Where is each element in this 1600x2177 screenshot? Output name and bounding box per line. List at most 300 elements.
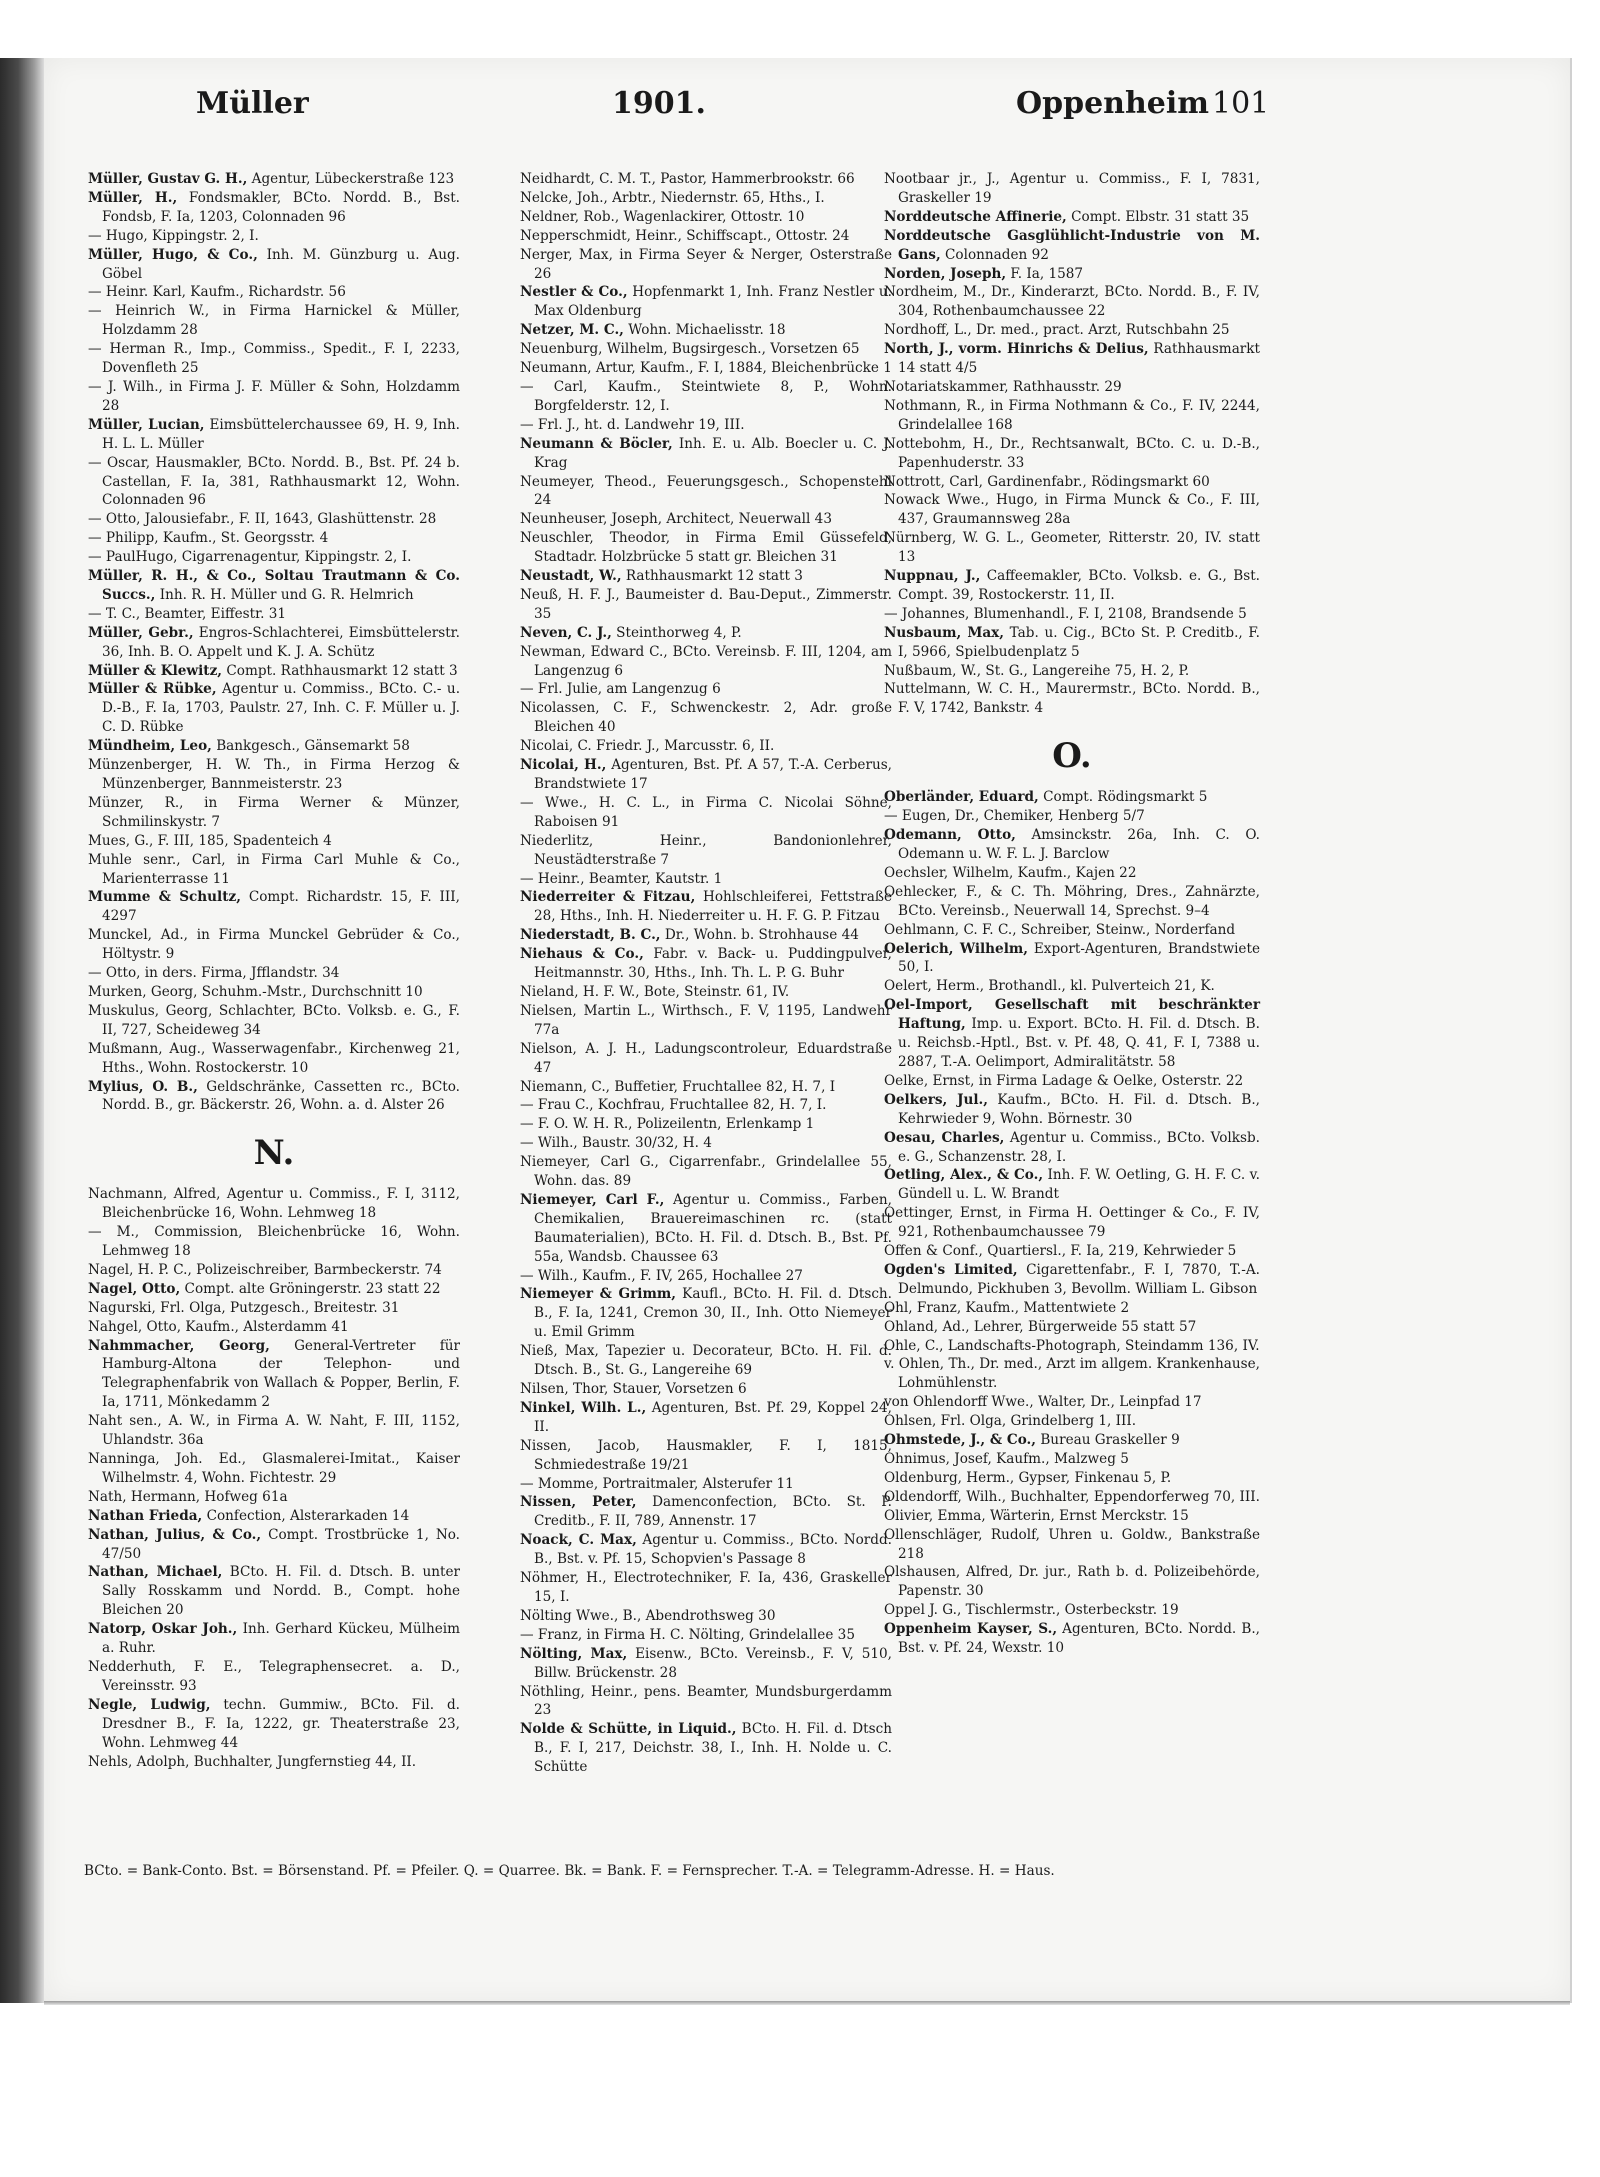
directory-entry <box>88 662 460 681</box>
entry-text: Neumeyer, Theod., Feuerungsgesch., Schopenstehl 24 <box>520 473 892 509</box>
directory-entry <box>520 1720 892 1777</box>
entry-text: Export-Agenturen, Brandstwiete 50, I. <box>898 940 1260 976</box>
entry-text: Ohlsen, Frl. Olga, Grindelberg 1, III. <box>884 1413 1137 1430</box>
directory-entry <box>520 189 892 208</box>
entry-text: Oelert, Herm., Brothandl., kl. Pulverteich 21, K. <box>884 978 1215 995</box>
directory-entry <box>88 832 460 851</box>
directory-entry <box>520 1531 892 1569</box>
entry-text: Fabr. v. Back- u. Puddingpulver, Heitmannstr. 30, Hths., Inh. Th. L. P. G. Buhr <box>534 946 892 982</box>
directory-entry <box>884 1601 1260 1620</box>
directory-entry <box>520 1399 892 1437</box>
entry-text: Neidhardt, C. M. T., Pastor, Hammerbrookstr. 66 <box>520 171 855 187</box>
entry-text: BCto. H. Fil. d. Dtsch. B. unter Sally Rosskamm und Nordd. B., Compt. hohe Bleichen 20 <box>102 1564 460 1619</box>
directory-entry <box>88 529 460 548</box>
directory-entry <box>520 1342 892 1380</box>
entry-text: Münzenberger, H. W. Th., in Firma Herzog & Münzenberger, Bannmeisterstr. 23 <box>88 757 460 792</box>
entry-text: Muhle senr., Carl, in Firma Carl Muhle & Co., Marienterrasse 11 <box>88 851 460 887</box>
directory-entry <box>88 1078 460 1116</box>
entry-text: Tab. u. Cig., BCto St. P. Creditb., F. I, 5966, Spielbudenplatz 5 <box>898 624 1260 660</box>
entry-text: — Wwe., H. C. L., in Firma C. Nicolai Söhne, Raboisen 91 <box>520 794 892 830</box>
directory-entry <box>520 340 892 359</box>
entry-text: — Heinrich W., in Firma Harnickel & Müller, Holzdamm 28 <box>88 303 460 339</box>
entry-firm-name: Nagel, Otto, <box>88 1280 181 1297</box>
book-spine-shadow <box>0 58 44 2003</box>
directory-entry <box>88 567 460 605</box>
directory-entry <box>884 378 1260 397</box>
entry-text: Nootbaar jr., J., Agentur u. Commiss., F. I, 7831, Graskeller 19 <box>884 171 1260 206</box>
directory-entry <box>520 321 892 340</box>
directory-entry <box>88 1753 460 1772</box>
entry-text: Nielsen, Martin L., Wirthsch., F. V, 1195, Landwehr 77a <box>520 1002 892 1038</box>
directory-entry <box>884 529 1260 567</box>
entry-text: — M., Commission, Bleichenbrücke 16, Wohn. Lehmweg 18 <box>88 1224 460 1260</box>
directory-entry <box>88 926 460 964</box>
directory-entry <box>88 624 460 662</box>
directory-entry <box>520 283 892 321</box>
entry-text: Mußmann, Aug., Wasserwagenfabr., Kirchenweg 21, Hths., Wohn. Rostockerstr. 10 <box>88 1040 460 1076</box>
entry-text: Nilsen, Thor, Stauer, Vorsetzen 6 <box>520 1381 747 1397</box>
entry-text: Offen & Conf., Quartiersl., F. Ia, 219, Kehrwieder 5 <box>884 1243 1237 1260</box>
page-bottom-edge <box>44 2001 1570 2005</box>
directory-entry <box>88 1488 460 1507</box>
entry-text: Damenconfection, BCto. St. P. Creditb., F. II, 789, Annenstr. 17 <box>534 1494 892 1530</box>
entry-text: Nicolassen, C. F., Schwenckestr. 2, Adr. große Bleichen 40 <box>520 700 892 736</box>
entry-text: Mues, G., F. III, 185, Spadenteich 4 <box>88 832 332 849</box>
directory-entry <box>520 1096 892 1115</box>
entry-text: Oehlmann, C. F. C., Schreiber, Steinw., Norderfand <box>884 921 1236 938</box>
entry-firm-name: Müller & Klewitz, <box>88 662 223 679</box>
entry-firm-name: Neustadt, W., <box>520 568 622 585</box>
directory-entry <box>88 1620 460 1658</box>
directory-entry <box>520 1645 892 1683</box>
entry-text: Nagel, H. P. C., Polizeischreiber, Barmbeckerstr. 74 <box>88 1261 442 1278</box>
entry-firm-name: Oelerich, Wilhelm, <box>884 940 1028 957</box>
directory-entry <box>88 1261 460 1280</box>
directory-entry <box>884 1242 1260 1261</box>
directory-entry <box>520 945 892 983</box>
entry-text: Compt. Rödingsmarkt 5 <box>1038 789 1208 806</box>
entry-firm-name: Odemann, Otto, <box>884 827 1016 844</box>
abbreviation-legend: BCto. = Bank-Conto. Bst. = Börsenstand. Pf. = Pfeiler. Q. = Quarree. Bk. = Bank. F. = Fernsprecher. T.-A. = Telegramm-Adresse. H. = Haus. <box>84 1863 1055 1879</box>
entry-text: Nottrott, Carl, Gardinenfabr., Rödingsmarkt 60 <box>884 473 1210 490</box>
entry-firm-name: Nusbaum, Max, <box>884 624 1005 641</box>
directory-entry <box>520 378 892 416</box>
entry-text: Agenturen, Bst. Pf. 29, Koppel 24, II. <box>534 1399 892 1435</box>
directory-entry <box>520 1191 892 1267</box>
entry-text: Newman, Edward C., BCto. Vereinsb. F. III, 1204, am Langenzug 6 <box>520 643 892 679</box>
directory-entry <box>520 1626 892 1645</box>
entry-text: — Wilh., Baustr. 30/32, H. 4 <box>520 1135 712 1152</box>
entry-text: Oehlecker, F., & C. Th. Möhring, Dres., Zahnärzte, BCto. Vereinsb., Neuerwall 14, Sprechst. 9–4 <box>884 883 1260 919</box>
entry-firm-name: Neven, C. J., <box>520 624 612 641</box>
entry-text: Wohn. Michaelisstr. 18 <box>623 322 786 339</box>
entry-text: — Johannes, Blumenhandl., F. I, 2108, Brandsende 5 <box>884 605 1247 622</box>
entry-firm-name: Norden, Joseph, <box>884 265 1007 282</box>
directory-entry <box>88 1526 460 1564</box>
directory-entry <box>88 1450 460 1488</box>
directory-entry <box>884 227 1260 265</box>
entry-text: Compt. Rathhausmarkt 12 statt 3 <box>222 662 458 679</box>
entry-text: Nordhoff, L., Dr. med., pract. Arzt, Rutschbahn 25 <box>884 322 1230 339</box>
entry-text: — Carl, Kaufm., Steintwiete 8, P., Wohn. Borgfelderstr. 12, I. <box>520 378 892 414</box>
entry-text: Confection, Alsterarkaden 14 <box>202 1507 410 1524</box>
entry-text: Nordheim, M., Dr., Kinderarzt, BCto. Nordd. B., F. IV, 304, Rothenbaumchaussee 22 <box>884 284 1260 320</box>
entry-text: Neumann, Artur, Kaufm., F. I, 1884, Bleichenbrücke 1 <box>520 360 892 377</box>
header-page-number: 101 <box>1212 86 1270 121</box>
directory-entry <box>88 189 460 227</box>
entry-text: — Otto, Jalousiefabr., F. II, 1643, Glashüttenstr. 28 <box>88 511 437 528</box>
entry-text: Niemann, C., Buffetier, Fruchtallee 82, H. 7, I <box>520 1078 836 1095</box>
directory-entry <box>884 567 1260 605</box>
entry-text: Oppel J. G., Tischlermstr., Osterbeckstr. 19 <box>884 1602 1179 1619</box>
directory-entry <box>520 1493 892 1531</box>
entry-text: Nöthling, Heinr., pens. Beamter, Mundsburgerdamm 23 <box>520 1683 892 1719</box>
entry-firm-name: Mumme & Schultz, <box>88 889 241 906</box>
entry-text: Nielson, A. J. H., Ladungscontroleur, Eduardstraße 47 <box>520 1040 892 1076</box>
entry-firm-name: Nahmmacher, Georg, <box>88 1337 270 1354</box>
directory-entry <box>520 1267 892 1286</box>
entry-text: — Otto, in ders. Firma, Jfflandstr. 34 <box>88 965 340 982</box>
entry-firm-name: Niederreiter & Fitzau, <box>520 889 696 906</box>
entry-text: Geldschränke, Cassetten rc., BCto. Nordd. B., gr. Bäckerstr. 26, Wohn. a. d. Alster 26 <box>102 1078 460 1114</box>
directory-entry <box>520 888 892 926</box>
entry-text: Imp. u. Export. BCto. H. Fil. d. Dtsch. B. u. Reichsb.-Hptl., Bst. v. Pf. 48, Q. 41, F. I, 7388 u. 2887, T.-A. Oelimport, Admiralitätstr. 58 <box>898 1016 1260 1070</box>
entry-text: Cigarettenfabr., F. I, 7870, T.-A. Delmundo, Pickhuben 3, Bevollm. William L. Gibson <box>898 1261 1260 1297</box>
directory-entry <box>884 283 1260 321</box>
header-running-head-left: Müller <box>196 86 309 121</box>
entry-text: Ohle, C., Landschafts-Photograph, Steindamm 136, IV. <box>884 1337 1260 1354</box>
entry-firm-name: Niemeyer, Carl F., <box>520 1191 665 1208</box>
directory-entry <box>520 643 892 681</box>
entry-text: — Momme, Portraitmaler, Alsterufer 11 <box>520 1475 794 1492</box>
entry-text: — F. O. W. H. R., Polizeilentn, Erlenkamp 1 <box>520 1116 815 1133</box>
directory-entry <box>88 737 460 756</box>
directory-entry <box>884 1507 1260 1526</box>
entry-text: — Frl. Julie, am Langenzug 6 <box>520 681 721 698</box>
directory-entry <box>520 1380 892 1399</box>
directory-entry <box>884 491 1260 529</box>
entry-text: Inh. Gerhard Kückeu, Mülheim a. Ruhr. <box>102 1621 460 1657</box>
entry-firm-name: Norddeutsche Affinerie, <box>884 208 1067 225</box>
directory-entry <box>884 435 1260 473</box>
entry-text: Muskulus, Georg, Schlachter, BCto. Volksb. e. G., F. II, 727, Scheideweg 34 <box>88 1002 460 1038</box>
entry-text: — Eugen, Dr., Chemiker, Henberg 5/7 <box>884 808 1145 825</box>
section-letter: O. <box>1052 736 1092 777</box>
directory-entry <box>884 265 1260 284</box>
entry-firm-name: Mündheim, Leo, <box>88 738 212 755</box>
directory-entry <box>520 473 892 511</box>
entry-text: — PaulHugo, Cigarrenagentur, Kippingstr. 2, I. <box>88 549 412 566</box>
directory-entry <box>884 1393 1260 1412</box>
entry-text: Neuß, H. F. J., Baumeister d. Bau-Deput., Zimmerstr. 35 <box>520 586 892 622</box>
directory-entry <box>520 870 892 889</box>
entry-firm-name: Ninkel, Wilh. L., <box>520 1399 647 1416</box>
directory-entry <box>520 1569 892 1607</box>
header-year: 1901. <box>612 86 706 121</box>
directory-entry <box>88 1040 460 1078</box>
page-header <box>0 76 1600 124</box>
entry-text: — Hugo, Kippingstr. 2, I. <box>88 227 259 244</box>
entry-firm-name: Mylius, O. B., <box>88 1078 198 1095</box>
directory-entry <box>884 1091 1260 1129</box>
entry-text: Bureau Graskeller 9 <box>1036 1432 1180 1449</box>
entry-text: Neldner, Rob., Wagenlackirer, Ottostr. 10 <box>520 208 805 225</box>
entry-firm-name: Ogden's Limited, <box>884 1261 1018 1278</box>
entry-text: Compt. Trostbrücke 1, No. 47/50 <box>102 1526 460 1562</box>
directory-entry <box>520 624 892 643</box>
entry-firm-name: Nathan Frieda, <box>88 1507 203 1524</box>
directory-entry <box>520 1078 892 1097</box>
directory-entry <box>884 977 1260 996</box>
entry-text: Olivier, Emma, Wärterin, Ernst Merckstr. 15 <box>884 1507 1189 1524</box>
entry-text: — Frl. J., ht. d. Landwehr 19, III. <box>520 416 745 433</box>
directory-entry <box>520 1153 892 1191</box>
entry-text: von Ohlendorff Wwe., Walter, Dr., Leinpfad 17 <box>884 1394 1202 1411</box>
directory-entry <box>520 1040 892 1078</box>
directory-entry <box>88 680 460 737</box>
directory-entry <box>884 1488 1260 1507</box>
entry-text: Nehls, Adolph, Buchhalter, Jungfernstieg 44, II. <box>88 1753 417 1770</box>
entry-text: Nicolai, C. Friedr. J., Marcusstr. 6, II. <box>520 738 775 755</box>
entry-text: Naht sen., A. W., in Firma A. W. Naht, F. III, 1152, Uhlandstr. 36a <box>88 1413 460 1449</box>
entry-text: Agentur u. Commiss., Farben, Chemikalien, Brauereimaschinen rc. (statt Baumaterialien), BCto. H. Fil. d. Dtsch. B., Bst. Pf. 55a, Wandsb. Chaussee 63 <box>534 1191 893 1265</box>
directory-entry <box>884 1337 1260 1356</box>
entry-text: Bankgesch., Gänsemarkt 58 <box>211 738 410 755</box>
entry-firm-name: Müller, H., <box>88 189 178 206</box>
directory-entry <box>884 1299 1260 1318</box>
directory-entry <box>520 1475 892 1494</box>
entry-firm-name: Müller, Hugo, & Co., <box>88 246 258 263</box>
entry-text: Nath, Hermann, Hofweg 61a <box>88 1488 288 1505</box>
directory-entry <box>884 864 1260 883</box>
entry-text: Nedderhuth, F. E., Telegraphensecret. a. D., Vereinsstr. 93 <box>88 1658 460 1694</box>
directory-entry <box>884 397 1260 435</box>
entry-text: Nottebohm, H., Dr., Rechtsanwalt, BCto. C. u. D.-B., Papenhuderstr. 33 <box>884 435 1260 471</box>
entry-text: — Franz, in Firma H. C. Nölting, Grindelallee 35 <box>520 1626 855 1643</box>
directory-entry <box>884 340 1260 378</box>
directory-entry <box>884 1620 1260 1658</box>
directory-entry <box>88 283 460 302</box>
directory-entry <box>88 454 460 511</box>
directory-entry <box>88 605 460 624</box>
directory-entry <box>88 888 460 926</box>
entry-firm-name: Natorp, Oskar Joh., <box>88 1621 238 1638</box>
entry-text: Nuttelmann, W. C. H., Maurermstr., BCto. Nordd. B., F. V, 1742, Bankstr. 4 <box>884 681 1260 717</box>
entry-text: Nölting Wwe., B., Abendrothsweg 30 <box>520 1607 776 1624</box>
directory-entry <box>520 359 892 378</box>
entry-text: Ollenschläger, Rudolf, Uhren u. Goldw., Bankstraße 218 <box>884 1526 1260 1562</box>
entry-text: Amsinckstr. 26a, Inh. C. O. Odemann u. W. F. L. J. Barclow <box>898 827 1260 862</box>
entry-firm-name: Niehaus & Co., <box>520 946 644 963</box>
entry-text: — Oscar, Hausmakler, BCto. Nordd. B., Bst. Pf. 24 b. Castellan, F. Ia, 381, Rathhausmarkt 12, Wohn. Colonnaden 96 <box>88 454 460 509</box>
directory-entry <box>884 940 1260 978</box>
entry-text: — T. C., Beamter, Eiffestr. 31 <box>88 605 287 622</box>
entry-text: — Herman R., Imp., Commiss., Spedit., F. I, 2233, Dovenfleth 25 <box>88 341 460 377</box>
directory-entry <box>520 1002 892 1040</box>
entry-text: — Philipp, Kaufm., St. Georgsstr. 4 <box>88 530 329 547</box>
entry-text: Neuenburg, Wilhelm, Bugsirgesch., Vorsetzen 65 <box>520 341 860 358</box>
entry-text: Agentur, Lübeckerstraße 123 <box>247 171 455 187</box>
directory-entry <box>520 416 892 435</box>
entry-firm-name: Müller, Gustav G. H., <box>88 171 248 187</box>
entry-text: Inh. F. W. Oetling, G. H. F. C. v. Gündell u. L. W. Brandt <box>898 1167 1260 1203</box>
entry-text: Agentur u. Commiss., BCto. Volksb. e. G., Schanzenstr. 28, I. <box>898 1129 1261 1165</box>
entry-text: Agentur u. Commiss., BCto. Nordd. B., Bst. v. Pf. 15, Schopvien's Passage 8 <box>534 1532 893 1568</box>
directory-entry <box>88 1299 460 1318</box>
entry-text: Nepperschmidt, Heinr., Schiffscapt., Ottostr. 24 <box>520 227 850 244</box>
directory-entry <box>88 1696 460 1753</box>
directory-entry <box>884 1563 1260 1601</box>
directory-entry <box>884 1166 1260 1204</box>
directory-entry <box>520 983 892 1002</box>
directory-entry <box>520 529 892 567</box>
directory-entry <box>88 1185 460 1223</box>
entry-text: Inh. R. H. Müller und G. R. Helmrich <box>155 586 414 603</box>
entry-text: Nachmann, Alfred, Agentur u. Commiss., F. I, 3112, Bleichenbrücke 16, Wohn. Lehmweg 18 <box>88 1186 460 1222</box>
directory-entry <box>520 794 892 832</box>
header-running-head-right: Oppenheim <box>1016 86 1210 121</box>
entry-text: Nieß, Max, Tapezier u. Decorateur, BCto. H. Fil. d. Dtsch. B., St. G., Langereihe 69 <box>520 1343 892 1379</box>
directory-entry <box>884 996 1260 1072</box>
directory-entry <box>88 964 460 983</box>
entry-text: — J. Wilh., in Firma J. F. Müller & Sohn, Holzdamm 28 <box>88 378 460 414</box>
entry-firm-name: Negle, Ludwig, <box>88 1696 211 1713</box>
directory-entry <box>520 680 892 699</box>
entry-firm-name: Oesau, Charles, <box>884 1129 1005 1146</box>
entry-text: Nußbaum, W., St. G., Langereihe 75, H. 2, P. <box>884 662 1190 679</box>
entry-firm-name: Müller & Rübke, <box>88 681 217 698</box>
directory-entry <box>884 1450 1260 1469</box>
directory-entry <box>520 567 892 586</box>
directory-entry <box>884 826 1260 864</box>
entry-firm-name: North, J., vorm. Hinrichs & Delius, <box>884 341 1149 358</box>
entry-text: Eisenw., BCto. Vereinsb., F. V, 510, Billw. Brückenstr. 28 <box>534 1645 892 1681</box>
directory-entry <box>520 699 892 737</box>
directory-entry <box>88 1412 460 1450</box>
entry-text: Colonnaden 92 <box>940 246 1049 263</box>
entry-text: Neuschler, Theodor, in Firma Emil Güssefeld, Stadtadr. Holzbrücke 5 statt gr. Bleichen 31 <box>520 530 892 566</box>
directory-entry <box>520 1115 892 1134</box>
directory-entry <box>88 227 460 246</box>
entry-firm-name: Müller, R. H., & Co., Soltau Trautmann & Co. Succs., <box>88 568 460 603</box>
directory-entry <box>520 435 892 473</box>
directory-entry <box>88 851 460 889</box>
entry-firm-name: Niemeyer & Grimm, <box>520 1286 676 1303</box>
directory-entry <box>520 756 892 794</box>
directory-entry <box>884 170 1260 208</box>
directory-entry <box>88 794 460 832</box>
directory-entry <box>520 227 892 246</box>
entry-firm-name: Oppenheim Kayser, S., <box>884 1621 1058 1638</box>
entry-text: Oechsler, Wilhelm, Kaufm., Kajen 22 <box>884 864 1137 881</box>
section-letter: N. <box>253 1133 295 1174</box>
entry-firm-name: Nolde & Schütte, in Liquid., <box>520 1721 737 1738</box>
directory-entry <box>520 246 892 284</box>
directory-entry <box>884 1526 1260 1564</box>
directory-entry <box>88 1318 460 1337</box>
entry-text: Oldendorff, Wilh., Buchhalter, Eppendorferweg 70, III. <box>884 1488 1260 1505</box>
directory-entry <box>88 1658 460 1696</box>
directory-entry <box>884 208 1260 227</box>
directory-entry <box>88 302 460 340</box>
directory-entry <box>520 1683 892 1721</box>
entry-text: Nürnberg, W. G. L., Geometer, Ritterstr. 20, IV. statt 13 <box>884 530 1260 566</box>
entry-text: — Heinr., Beamter, Kautstr. 1 <box>520 870 723 887</box>
entry-text: Rathhausmarkt 14 statt 4/5 <box>898 341 1260 377</box>
entry-text: Oelke, Ernst, in Firma Ladage & Oelke, Osterstr. 22 <box>884 1072 1244 1089</box>
directory-entry <box>88 340 460 378</box>
entry-text: Nanninga, Joh. Ed., Glasmalerei-Imitat., Kaiser Wilhelmstr. 4, Wohn. Fichtestr. 29 <box>88 1451 460 1486</box>
entry-firm-name: Nathan, Michael, <box>88 1564 223 1581</box>
entry-firm-name: Ohmstede, J., & Co., <box>884 1432 1036 1449</box>
directory-entry <box>520 1134 892 1153</box>
directory-entry <box>520 1285 892 1342</box>
directory-entry <box>88 1563 460 1620</box>
entry-text: Nöhmer, H., Electrotechniker, F. Ia, 436, Graskeller 15, I. <box>520 1570 892 1605</box>
entry-text: Agenturen, BCto. Nordd. B., Bst. v. Pf. 24, Wexstr. 10 <box>898 1621 1260 1657</box>
entry-text: Compt. Elbstr. 31 statt 35 <box>1066 208 1250 225</box>
directory-entry <box>884 1469 1260 1488</box>
directory-entry <box>884 321 1260 340</box>
directory-entry <box>520 170 892 189</box>
entry-text: Neunheuser, Joseph, Architect, Neuerwall 43 <box>520 511 832 528</box>
entry-firm-name: Nestler & Co., <box>520 284 628 301</box>
directory-entry <box>88 756 460 794</box>
entry-text: Münzer, R., in Firma Werner & Münzer, Schmilinskystr. 7 <box>88 794 460 830</box>
entry-text: BCto. H. Fil. d. Dtsch B., F. I, 217, Deichstr. 38, I., Inh. H. Nolde u. C. Schütte <box>534 1721 892 1776</box>
entry-text: — Heinr. Karl, Kaufm., Richardstr. 56 <box>88 284 346 301</box>
entry-text: Eimsbüttelerchaussee 69, H. 9, Inh. H. L. L. Müller <box>102 416 460 452</box>
entry-text: techn. Gummiw., BCto. Fil. d. Dresdner B., F. Ia, 1222, gr. Theaterstraße 23, Wohn. Lehmweg 44 <box>102 1696 460 1751</box>
directory-entry <box>88 1337 460 1413</box>
entry-text: Ohnimus, Josef, Kaufm., Malzweg 5 <box>884 1451 1129 1467</box>
directory-entry <box>884 883 1260 921</box>
entry-text: Caffeemakler, BCto. Volksb. e. G., Bst. Compt. 39, Rostockerstr. 11, II. <box>898 568 1261 603</box>
entry-text: Inh. E. u. Alb. Boecler u. C. J. Krag <box>534 435 892 471</box>
directory-entry <box>520 586 892 624</box>
entry-firm-name: Nicolai, H., <box>520 757 607 774</box>
entry-text: Engros-Schlachterei, Eimsbüttelerstr. 36, Inh. B. O. Appelt und K. J. A. Schütz <box>102 624 461 660</box>
entry-text: Nowack Wwe., Hugo, in Firma Munck & Co., F. III, 437, Graumannsweg 28a <box>884 492 1260 528</box>
entry-text: Munckel, Ad., in Firma Munckel Gebrüder & Co., Höltystr. 9 <box>88 927 460 963</box>
entry-text: Inh. M. Günzburg u. Aug. Göbel <box>102 246 461 282</box>
entry-firm-name: Müller, Gebr., <box>88 624 194 641</box>
directory-entry <box>88 1280 460 1299</box>
entry-firm-name: Noack, C. Max, <box>520 1532 637 1549</box>
directory-column-2 <box>520 170 892 1777</box>
entry-firm-name: Oberländer, Eduard, <box>884 789 1039 806</box>
directory-entry <box>88 1002 460 1040</box>
entry-firm-name: Niederstadt, B. C., <box>520 927 661 944</box>
directory-entry <box>520 832 892 870</box>
entry-text: v. Ohlen, Th., Dr. med., Arzt im allgem. Krankenhause, Lohmühlenstr. <box>884 1356 1260 1392</box>
entry-firm-name: Müller, Lucian, <box>88 416 205 433</box>
directory-entry <box>88 1223 460 1261</box>
entry-text: Ohland, Ad., Lehrer, Bürgerweide 55 statt 57 <box>884 1318 1197 1335</box>
entry-text: Dr., Wohn. b. Strohhause 44 <box>660 927 859 944</box>
entry-text: Nagurski, Frl. Olga, Putzgesch., Breitestr. 31 <box>88 1299 400 1316</box>
entry-text: Agenturen, Bst. Pf. A 57, T.-A. Cerberus, Brandstwiete 17 <box>534 757 893 792</box>
directory-entry <box>884 788 1260 807</box>
entry-text: Compt. Richardstr. 15, F. III, 4297 <box>102 889 460 925</box>
directory-entry <box>88 510 460 529</box>
entry-firm-name: Nathan, Julius, & Co., <box>88 1526 262 1543</box>
entry-text: Compt. alte Gröningerstr. 23 statt 22 <box>180 1280 441 1297</box>
directory-entry <box>884 1204 1260 1242</box>
entry-text: Kaufl., BCto. H. Fil. d. Dtsch. B., F. Ia, 1241, Cremon 30, II., Inh. Otto Niemeyer u. Emil Grimm <box>534 1286 893 1341</box>
entry-text: Steinthorweg 4, P. <box>611 624 742 641</box>
directory-entry <box>884 624 1260 662</box>
